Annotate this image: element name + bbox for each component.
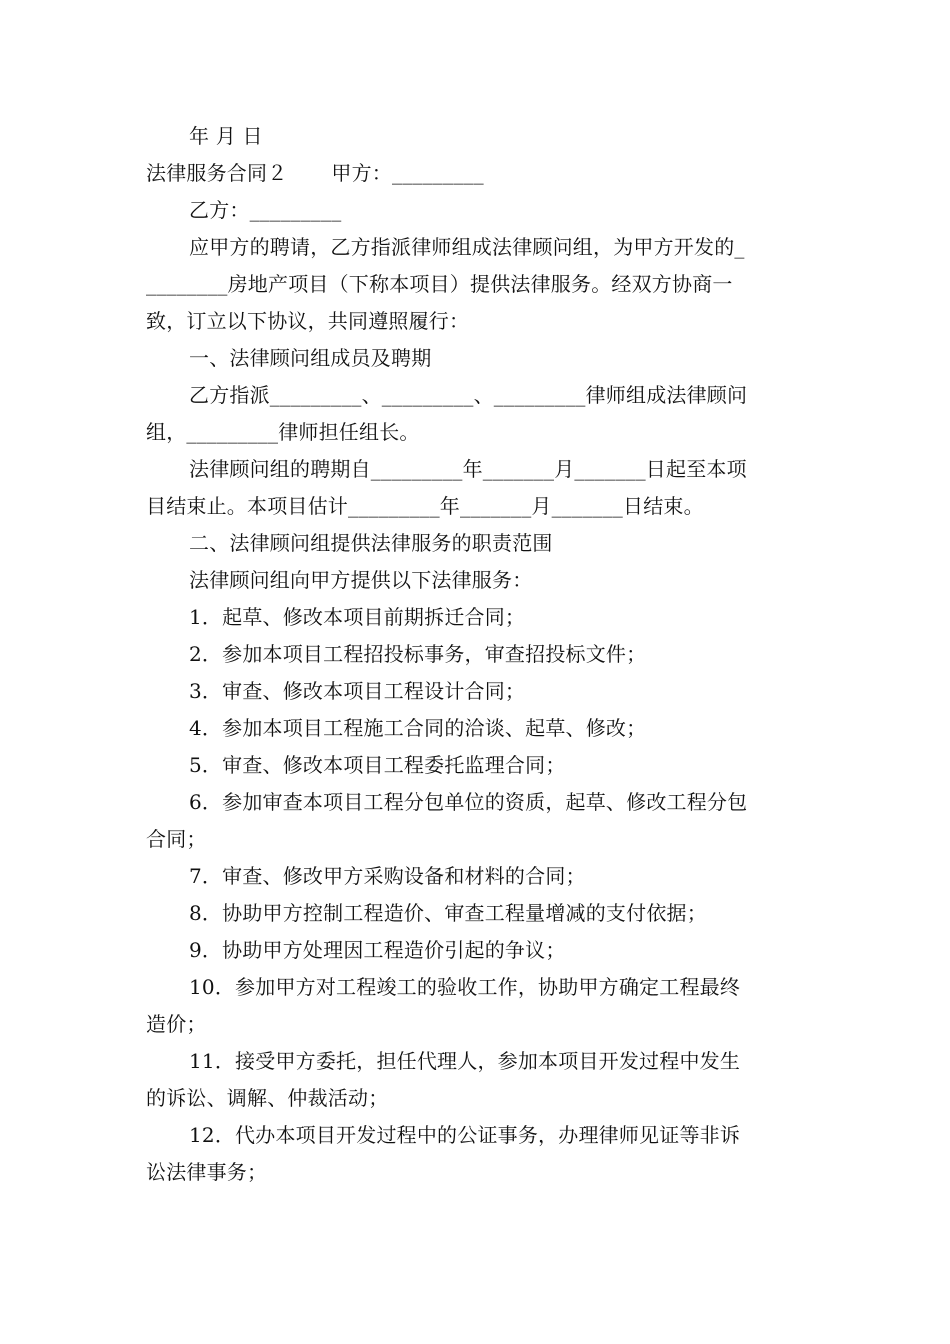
paragraph-line: 一、法律顾问组成员及聘期 <box>189 346 432 370</box>
paragraph-line: 8．协助甲方控制工程造价、审查工程量增减的支付依据； <box>189 901 707 925</box>
paragraph-line: 1．起草、修改本项目前期拆迁合同； <box>189 605 526 629</box>
paragraph-line: 4．参加本项目工程施工合同的洽谈、起草、修改； <box>189 716 647 740</box>
paragraph <box>146 377 808 451</box>
paragraph-line: ________房地产项目（下称本项目）提供法律服务。经双方协商一 <box>146 272 733 296</box>
paragraph-line: 应甲方的聘请，乙方指派律师组成法律顾问组，为甲方开发的_ <box>189 235 745 259</box>
party-a-field: 甲方：_________ <box>331 161 484 185</box>
paragraph <box>146 229 808 340</box>
paragraph-line: 7．审查、修改甲方采购设备和材料的合同； <box>189 864 586 888</box>
paragraph <box>146 969 808 1043</box>
paragraph-line: 12．代办本项目开发过程中的公证事务，办理律师见证等非诉 <box>189 1123 741 1147</box>
paragraph-line: 合同； <box>146 827 207 851</box>
document-page <box>146 118 808 1191</box>
paragraph-line: 讼法律事务； <box>146 1160 268 1184</box>
contract-body <box>146 229 808 1191</box>
paragraph <box>146 1043 808 1117</box>
paragraph-line: 9．协助甲方处理因工程造价引起的争议； <box>189 938 566 962</box>
paragraph-line: 目结束止。本项目估计_________年_______月_______日结束。 <box>146 494 704 518</box>
paragraph-line: 乙方指派_________、_________、_________律师组成法律顾问 <box>189 383 748 407</box>
paragraph <box>146 562 808 599</box>
paragraph-line: 3．审查、修改本项目工程设计合同； <box>189 679 526 703</box>
paragraph-line: 法律顾问组的聘期自_________年_______月_______日起至本项 <box>189 457 747 481</box>
paragraph-line: 组，_________律师担任组长。 <box>146 420 420 444</box>
title-line <box>146 155 808 192</box>
paragraph-line: 二、法律顾问组提供法律服务的职责范围 <box>189 531 553 555</box>
paragraph <box>146 673 808 710</box>
paragraph-line: 5．审查、修改本项目工程委托监理合同； <box>189 753 566 777</box>
paragraph <box>146 784 808 858</box>
paragraph-line: 11．接受甲方委托，担任代理人，参加本项目开发过程中发生 <box>189 1049 741 1073</box>
paragraph <box>146 895 808 932</box>
paragraph-line: 2．参加本项目工程招投标事务，审查招投标文件； <box>189 642 647 666</box>
paragraph-line: 法律顾问组向甲方提供以下法律服务： <box>189 568 533 592</box>
date-line: 年 月 日 <box>189 124 263 148</box>
paragraph <box>146 932 808 969</box>
paragraph-line: 致，订立以下协议，共同遵照履行： <box>146 309 470 333</box>
paragraph <box>146 636 808 673</box>
paragraph <box>146 1117 808 1191</box>
paragraph <box>146 525 808 562</box>
party-b-field: 乙方：_________ <box>189 198 342 222</box>
paragraph <box>146 710 808 747</box>
paragraph-line: 10．参加甲方对工程竣工的验收工作，协助甲方确定工程最终 <box>189 975 741 999</box>
paragraph-line: 造价； <box>146 1012 207 1036</box>
paragraph <box>146 858 808 895</box>
paragraph-line: 6．参加审查本项目工程分包单位的资质，起草、修改工程分包 <box>189 790 748 814</box>
contract-title: 法律服务合同２ <box>146 161 288 185</box>
paragraph <box>146 340 808 377</box>
paragraph <box>146 599 808 636</box>
paragraph-line: 的诉讼、调解、仲裁活动； <box>146 1086 389 1110</box>
paragraph <box>146 747 808 784</box>
paragraph <box>146 451 808 525</box>
